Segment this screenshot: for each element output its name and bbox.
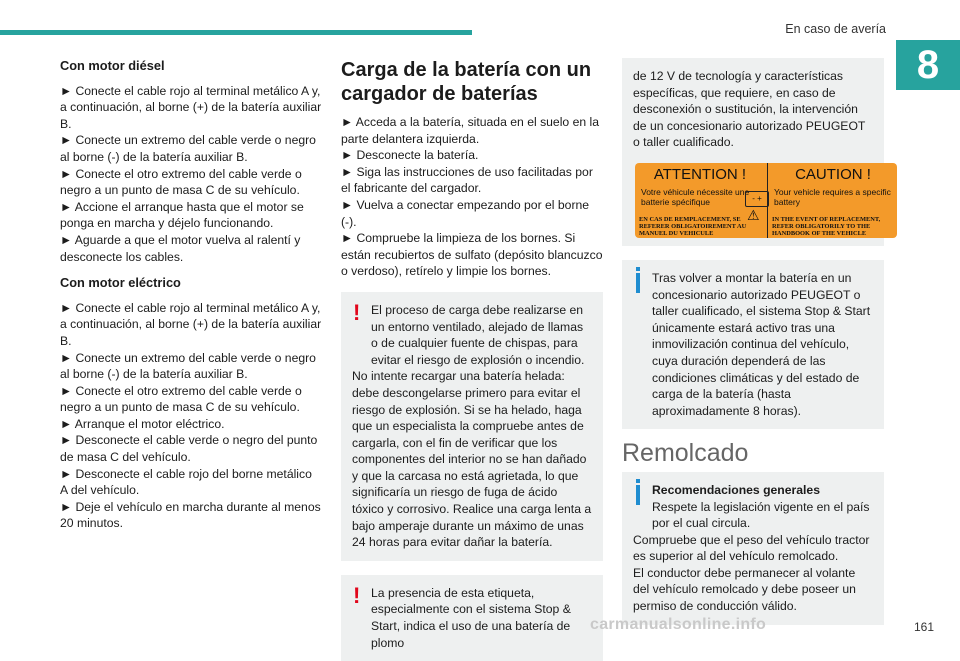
electric-step: ► Conecte el otro extremo del cable verde o negro a un punto de masa C de su vehículo. — [60, 383, 302, 415]
column-middle — [341, 58, 603, 661]
warning-text: de 12 V de tecnología y características específicas, que requiere, en caso de desconexión o sustitución, la intervención de un concesionario autorizado PEUGEOT o taller cualificado. — [633, 69, 866, 150]
diesel-step: ► Aguarde a que el motor vuelva al ralentí y desconecte los cables. — [60, 232, 301, 264]
warning-exclamation-icon: ! — [353, 582, 361, 608]
header-accent-bar — [0, 30, 472, 35]
info-text: El conductor debe permanecer al volante del vehículo remolcado y debe poseer un permiso de conducción válido. — [633, 565, 856, 614]
info-text: Compruebe que el peso del vehículo tractor es superior al del vehículo remolcado. — [633, 532, 870, 564]
battery-warning-label — [635, 163, 897, 238]
electric-step: ► Desconecte el cable verde o negro del punto de masa C del vehículo. — [60, 433, 318, 465]
label-title: ATTENTION ! — [653, 165, 747, 183]
info-icon — [636, 267, 640, 271]
warning-box — [341, 575, 603, 661]
diesel-step: ► Accione el arranque hasta que el motor se ponga en marcha y déjelo funcionando. — [60, 199, 304, 231]
info-box — [622, 472, 884, 625]
label-title: CAUTION ! — [795, 165, 871, 183]
electric-step: ► Conecte el cable rojo al terminal metálico A y, a continuación, al borne (+) de la batería auxiliar B. — [60, 300, 322, 348]
info-title: Recomendaciones generales — [652, 482, 820, 497]
diesel-step: ► Conecte un extremo del cable verde o negro al borne (-) de la batería auxiliar B. — [60, 133, 316, 164]
electric-heading: Con motor eléctrico — [60, 275, 181, 291]
label-small-text: IN THE EVENT OF REPLACEMENT, REFER OBLIGATORILY TO THE HANDBOOK OF THE VEHICLE — [772, 215, 881, 238]
charging-step: ► Vuelva a conectar empezando por el borne (-). — [341, 197, 590, 229]
info-text: Respete la legislación vigente en el país por el cual circula. — [652, 499, 870, 531]
diesel-step: ► Conecte el otro extremo del cable verde o negro a un punto de masa C de su vehículo. — [60, 166, 302, 198]
info-text: Tras volver a montar la batería en un concesionario autorizado PEUGEOT o taller cualificado, el sistema Stop & Start únicamente estará activo tras una inmovilización continua del vehículo, cuya duración dependerá de las condiciones climáticas y del estado de carga de la batería (hasta aproximadamente 8 horas). — [652, 270, 871, 418]
diesel-heading: Con motor diésel — [60, 58, 165, 73]
electric-step: ► Deje el vehículo en marcha durante al menos 20 minutos. — [60, 499, 321, 531]
warning-box — [341, 292, 603, 561]
warning-exclamation-icon: ! — [353, 299, 361, 325]
column-right — [622, 58, 891, 625]
label-subtitle: Votre véhicule nécessite une batterie spécifique — [641, 186, 750, 207]
charging-step: ► Compruebe la limpieza de los bornes. Si están recubiertos de sulfato (depósito blancuzco o verdoso), retírelo y limpie los bornes. — [341, 231, 603, 279]
electric-step: ► Desconecte el cable rojo del borne metálico A del vehículo. — [60, 466, 312, 498]
warning-triangle-icon: ⚠ — [747, 206, 760, 223]
charging-step: ► Siga las instrucciones de uso facilitadas por el fabricante del cargador. — [341, 164, 593, 196]
charging-step: ► Desconecte la batería. — [341, 148, 479, 163]
section-title: En caso de avería — [785, 22, 886, 36]
battery-icon: - + — [745, 191, 769, 207]
diesel-step: ► Conecte el cable rojo al terminal metálico A y, a continuación, al borne (+) de la batería auxiliar B. — [60, 83, 322, 131]
column-left — [60, 58, 322, 532]
warning-text: No intente recargar una batería helada: debe descongelarse primero para evitar el riesgo de explosión. Si se ha helado, haga que un especialista la compruebe antes de cargarla, con el fin de verificar que los componentes del interior no se han dañado y que la carcasa no está agrietada, lo que significaría un riesgo de fuga de ácido tóxico y corrosivo. Realice una carga lenta a bajo amperaje durante un máximo de unas 24 horas para evitar dañar la batería. — [352, 369, 592, 550]
label-english — [767, 163, 898, 238]
charging-heading: Carga de la batería con un cargador de baterías — [341, 59, 592, 105]
watermark: carmanualsonline.info — [590, 616, 767, 633]
chapter-tab: 8 — [896, 40, 960, 90]
warning-text: El proceso de carga debe realizarse en un entorno ventilado, alejado de llamas o de cualquier fuente de chispas, para evitar el riesgo de explosión o incendio. — [371, 302, 585, 367]
label-small-text: EN CAS DE REMPLACEMENT, SE REFERER OBLIGATOIREMENT AU MANUEL DU VEHICULE — [639, 215, 747, 238]
warning-text: La presencia de esta etiqueta, especialmente con el sistema Stop & Start, indica el uso de una batería de plomo — [371, 585, 571, 650]
info-box — [622, 260, 884, 429]
label-subtitle: Your vehicle requires a specific battery — [774, 186, 891, 207]
electric-step: ► Conecte un extremo del cable verde o negro al borne (-) de la batería auxiliar B. — [60, 350, 316, 382]
warning-box-continued — [622, 58, 891, 246]
electric-step: ► Arranque el motor eléctrico. — [60, 416, 225, 431]
charging-step: ► Acceda a la batería, situada en el suelo en la parte delantera izquierda. — [341, 115, 600, 146]
towing-heading: Remolcado — [622, 439, 749, 468]
page-number: 161 — [913, 620, 934, 634]
info-icon — [636, 479, 640, 483]
